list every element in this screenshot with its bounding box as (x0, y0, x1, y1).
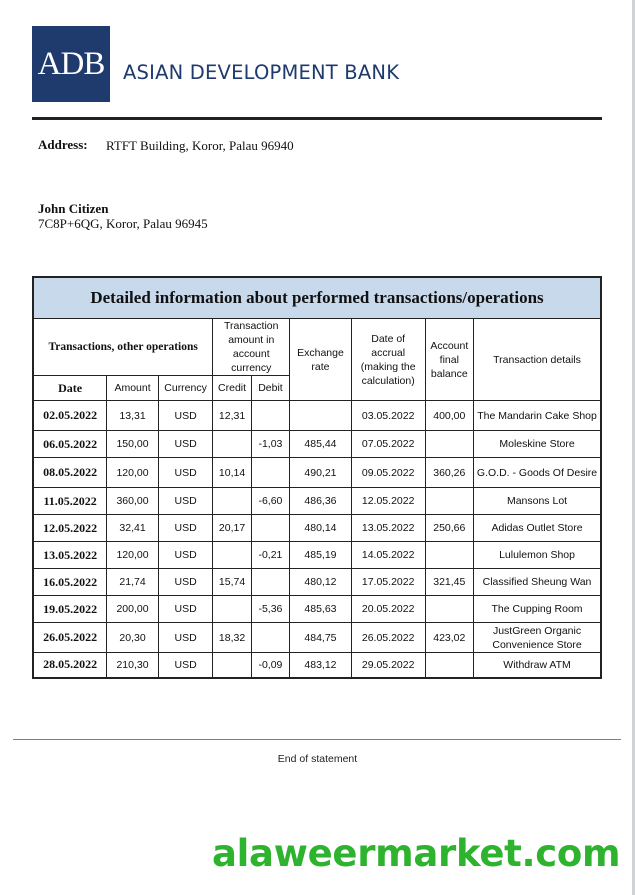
row-debit: -6,60 (251, 488, 289, 515)
row-amount: 200,00 (107, 596, 159, 623)
table-row (33, 569, 601, 596)
row-balance: 423,02 (425, 623, 474, 653)
transactions-group-header: Transactions, other operations (33, 319, 213, 376)
row-rate: 483,12 (290, 653, 352, 678)
row-credit (213, 542, 251, 569)
row-credit: 20,17 (213, 515, 251, 542)
amount-header: Amount (107, 376, 159, 401)
row-details: Mansons Lot (474, 488, 601, 515)
bank-name: ASIAN DEVELOPMENT BANK (123, 61, 400, 84)
end-of-statement: End of statement (277, 753, 358, 765)
row-rate: 484,75 (290, 623, 352, 653)
row-currency: USD (158, 569, 213, 596)
customer-address: 7C8P+6QG, Koror, Palau 96945 (38, 216, 208, 231)
table-row (33, 596, 601, 623)
table-row (33, 431, 601, 458)
adb-logo (32, 26, 110, 102)
row-currency: USD (158, 623, 213, 653)
table-row (33, 623, 601, 653)
row-details: JustGreen Organic Convenience Store (474, 623, 601, 653)
row-rate: 485,19 (290, 542, 352, 569)
row-rate: 480,14 (290, 515, 352, 542)
row-date: 08.05.2022 (33, 458, 107, 488)
row-debit (251, 623, 289, 653)
address-value: RTFT Building, Koror, Palau 96940 (106, 138, 294, 153)
row-credit: 18,32 (213, 623, 251, 653)
row-accrual: 12.05.2022 (351, 488, 425, 515)
row-details: The Cupping Room (474, 596, 601, 623)
row-credit: 15,74 (213, 569, 251, 596)
row-rate: 485,63 (290, 596, 352, 623)
row-credit (213, 653, 251, 678)
row-balance (425, 596, 474, 623)
row-amount: 21,74 (107, 569, 159, 596)
row-currency: USD (158, 488, 213, 515)
logo-text: ADB (37, 45, 105, 82)
row-accrual: 13.05.2022 (351, 515, 425, 542)
row-credit: 10,14 (213, 458, 251, 488)
row-rate: 490,21 (290, 458, 352, 488)
row-credit: 12,31 (213, 401, 251, 431)
header-divider (32, 117, 602, 120)
row-details: Lululemon Shop (474, 542, 601, 569)
row-balance: 360,26 (425, 458, 474, 488)
row-rate: 485,44 (290, 431, 352, 458)
row-debit: -0,09 (251, 653, 289, 678)
row-details: G.O.D. - Goods Of Desire (474, 458, 601, 488)
row-balance: 250,66 (425, 515, 474, 542)
row-amount: 120,00 (107, 458, 159, 488)
row-date: 11.05.2022 (33, 488, 107, 515)
row-date: 19.05.2022 (33, 596, 107, 623)
date-header: Date (33, 376, 107, 401)
table-row (33, 401, 601, 431)
row-balance: 321,45 (425, 569, 474, 596)
customer-name: John Citizen (38, 201, 109, 216)
row-debit: -5,36 (251, 596, 289, 623)
row-amount: 150,00 (107, 431, 159, 458)
row-accrual: 03.05.2022 (351, 401, 425, 431)
row-date: 02.05.2022 (33, 401, 107, 431)
row-balance (425, 653, 474, 678)
row-rate: 480,12 (290, 569, 352, 596)
row-accrual: 07.05.2022 (351, 431, 425, 458)
table-row (33, 653, 601, 678)
row-debit (251, 515, 289, 542)
row-accrual: 29.05.2022 (351, 653, 425, 678)
row-date: 16.05.2022 (33, 569, 107, 596)
row-accrual: 20.05.2022 (351, 596, 425, 623)
row-currency: USD (158, 515, 213, 542)
row-currency: USD (158, 596, 213, 623)
row-date: 26.05.2022 (33, 623, 107, 653)
details-header: Transaction details (474, 319, 601, 401)
row-balance (425, 431, 474, 458)
row-accrual: 09.05.2022 (351, 458, 425, 488)
row-accrual: 17.05.2022 (351, 569, 425, 596)
debit-header: Debit (251, 376, 289, 401)
row-currency: USD (158, 458, 213, 488)
table-title: Detailed information about performed transactions/operations (33, 277, 601, 319)
table-row (33, 458, 601, 488)
row-date: 06.05.2022 (33, 431, 107, 458)
row-debit: -1,03 (251, 431, 289, 458)
row-details: Classified Sheung Wan (474, 569, 601, 596)
row-amount: 20,30 (107, 623, 159, 653)
row-details: Adidas Outlet Store (474, 515, 601, 542)
table-row (33, 488, 601, 515)
currency-header: Currency (158, 376, 213, 401)
amount-group-header: Transaction amount in account currency (213, 319, 290, 376)
row-currency: USD (158, 542, 213, 569)
accrual-date-header: Date of accrual (making the calculation) (351, 319, 425, 401)
row-date: 28.05.2022 (33, 653, 107, 678)
row-amount: 120,00 (107, 542, 159, 569)
footer-divider (13, 739, 621, 740)
row-accrual: 14.05.2022 (351, 542, 425, 569)
row-rate: 486,36 (290, 488, 352, 515)
row-date: 12.05.2022 (33, 515, 107, 542)
final-balance-header: Account final balance (425, 319, 474, 401)
exchange-rate-header: Exchange rate (290, 319, 352, 401)
row-date: 13.05.2022 (33, 542, 107, 569)
row-currency: USD (158, 431, 213, 458)
row-debit: -0,21 (251, 542, 289, 569)
row-amount: 32,41 (107, 515, 159, 542)
row-accrual: 26.05.2022 (351, 623, 425, 653)
row-currency: USD (158, 653, 213, 678)
table-row (33, 542, 601, 569)
row-debit (251, 569, 289, 596)
table-row (33, 515, 601, 542)
watermark: alaweermarket.com (212, 832, 621, 875)
row-balance (425, 542, 474, 569)
transactions-table (32, 276, 602, 679)
row-balance (425, 488, 474, 515)
row-credit (213, 488, 251, 515)
credit-header: Credit (213, 376, 251, 401)
row-amount: 13,31 (107, 401, 159, 431)
row-details: Withdraw ATM (474, 653, 601, 678)
row-credit (213, 431, 251, 458)
row-amount: 360,00 (107, 488, 159, 515)
row-rate (290, 401, 352, 431)
row-balance: 400,00 (425, 401, 474, 431)
row-details: The Mandarin Cake Shop (474, 401, 601, 431)
row-amount: 210,30 (107, 653, 159, 678)
row-debit (251, 458, 289, 488)
row-credit (213, 596, 251, 623)
row-currency: USD (158, 401, 213, 431)
row-debit (251, 401, 289, 431)
address-label: Address: (38, 137, 88, 152)
row-details: Moleskine Store (474, 431, 601, 458)
